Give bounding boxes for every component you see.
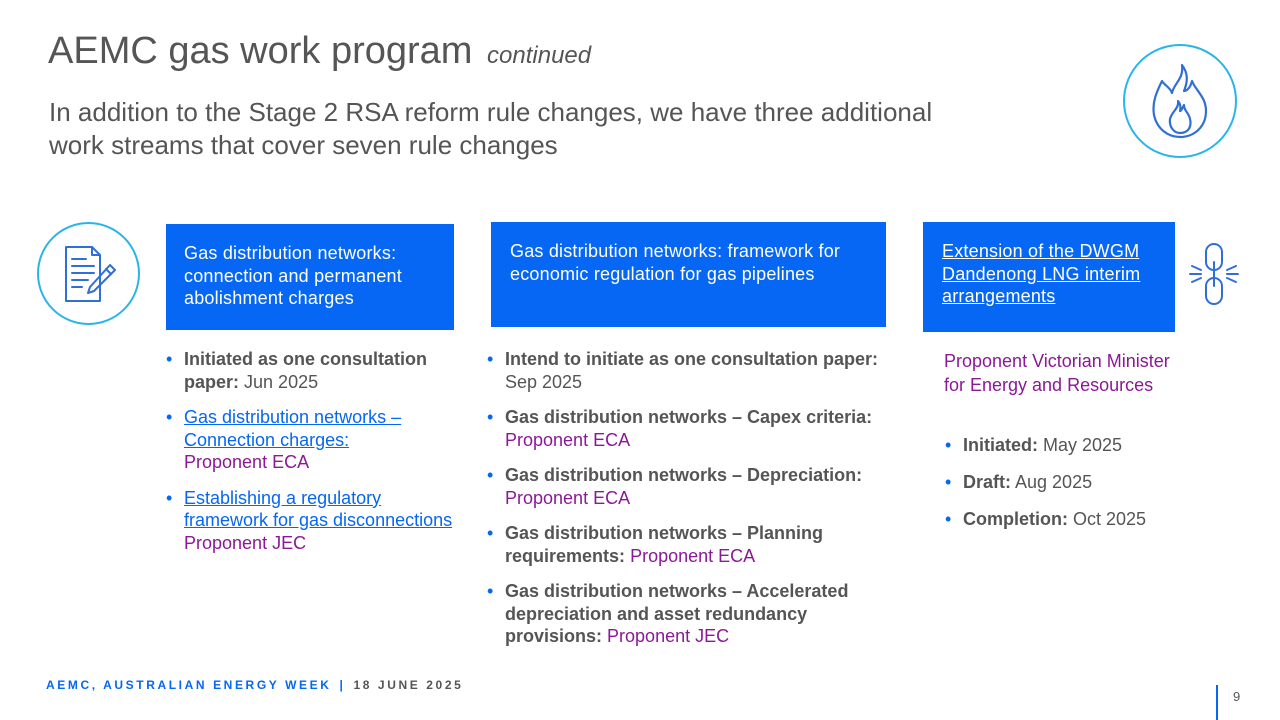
list-item	[166, 487, 456, 555]
proponent-text: Proponent ECA	[630, 545, 756, 566]
column-3-proponent: Proponent Victorian Minister for Energy and Resources	[944, 351, 1170, 395]
list-item	[945, 470, 1205, 494]
page-number-divider	[1216, 685, 1218, 720]
column-3-list	[945, 433, 1205, 544]
item-label: Intend to initiate as one consultation paper:	[505, 349, 879, 369]
proponent-text: Proponent ECA	[184, 452, 310, 472]
footer-separator: |	[339, 678, 346, 692]
page-subtitle: In addition to the Stage 2 RSA reform rule changes, we have three additional work streams that cover seven rule changes	[49, 97, 933, 160]
item-label: Draft:	[963, 472, 1011, 492]
column-2-heading: Gas distribution networks: framework for economic regulation for gas pipelines	[491, 222, 886, 327]
footer	[46, 678, 463, 692]
list-item	[487, 522, 917, 567]
column-1-heading: Gas distribution networks: connection and permanent abolishment charges	[166, 224, 454, 330]
item-value: May 2025	[1043, 435, 1123, 455]
list-item	[945, 433, 1205, 457]
proponent-text: Proponent JEC	[184, 532, 307, 553]
chain-link-icon	[1188, 242, 1240, 306]
page-number: 9	[1233, 689, 1241, 704]
page-title-text: AEMC gas work program	[48, 30, 473, 72]
footer-date: 18 JUNE 2025	[353, 678, 464, 692]
list-item	[166, 348, 456, 393]
list-item	[166, 406, 456, 474]
item-label: Gas distribution networks – Accelerated depreciation and asset redundancy provisions:	[505, 581, 849, 646]
list-item	[487, 464, 917, 509]
item-value: Jun 2025	[244, 371, 319, 392]
connection-charges-link[interactable]: Gas distribution networks – Connection charges:	[184, 407, 402, 450]
page-title	[48, 30, 591, 73]
item-value: Aug 2025	[1015, 472, 1093, 492]
document-pen-icon	[37, 222, 140, 325]
item-label: Initiated:	[963, 435, 1038, 455]
item-label: Gas distribution networks – Planning requirements:	[505, 523, 824, 566]
column-2-list	[487, 348, 917, 661]
item-label: Completion:	[963, 509, 1068, 529]
proponent-text: Proponent ECA	[505, 487, 631, 508]
footer-org: AEMC, AUSTRALIAN ENERGY WEEK	[46, 678, 332, 692]
item-label: Initiated as one consultation paper:	[184, 349, 428, 392]
proponent-text: Proponent JEC	[607, 626, 730, 646]
flame-icon	[1123, 44, 1237, 158]
column-3-heading-link[interactable]: Extension of the DWGM Dandenong LNG interim arrangements	[942, 241, 1141, 306]
item-value: Oct 2025	[1073, 509, 1147, 529]
item-label: Gas distribution networks – Capex criteria:	[505, 407, 873, 427]
list-item	[487, 580, 917, 648]
item-value: Sep 2025	[505, 371, 583, 392]
list-item	[487, 406, 917, 451]
column-3-heading[interactable]	[923, 222, 1175, 332]
list-item	[945, 507, 1205, 531]
item-label: Gas distribution networks – Depreciation:	[505, 465, 863, 485]
page-title-suffix: continued	[487, 42, 592, 69]
proponent-text: Proponent ECA	[505, 429, 631, 450]
column-1-list	[166, 348, 456, 567]
disconnections-framework-link[interactable]: Establishing a regulatory framework for gas disconnections	[184, 487, 453, 530]
list-item	[487, 348, 917, 393]
